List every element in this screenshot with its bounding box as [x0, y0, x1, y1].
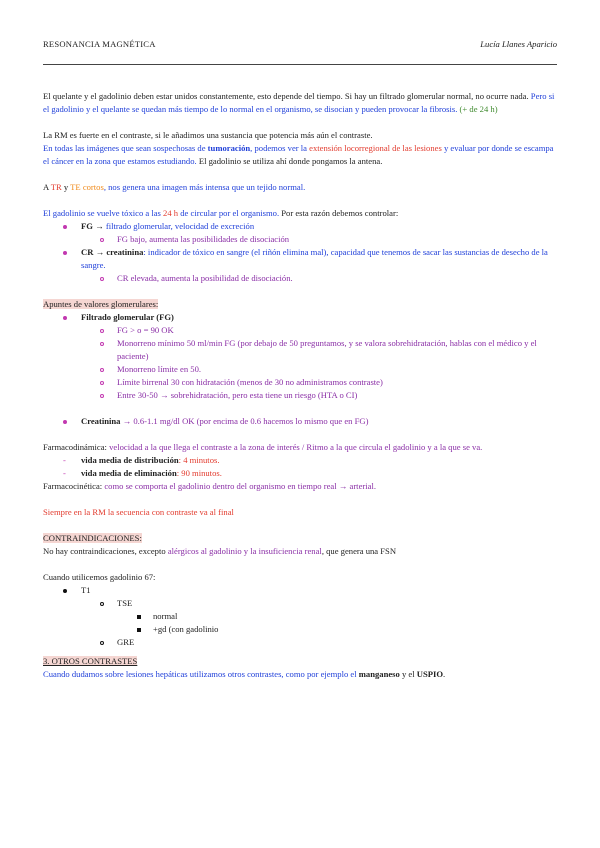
header-divider — [43, 64, 557, 65]
bullet-icon — [63, 225, 67, 229]
paragraph-toxicidad: El gadolinio se vuelve tóxico a las 24 h de circular por el organismo. Por esta razón debemos controlar: — [43, 208, 399, 218]
circle-bullet-icon — [100, 394, 104, 398]
bullet-icon — [63, 316, 67, 320]
list-item-t1: T1 — [43, 584, 558, 597]
list-subitem-fg-bajo: FG bajo, aumenta las posibilidades de disociación — [43, 233, 558, 246]
paragraph-tr-te: A TR y TE cortos, nos genera una imagen más intensa que un tejido normal. — [43, 182, 306, 192]
list-item-cr: CR → creatinina: indicador de tóxico en sangre (el riñón elimina mal), capacidad que tenemos de sacar las sustancias de desecho de la sangre. — [43, 246, 558, 272]
list-subsubitem-normal: normal — [43, 610, 558, 623]
dash-bullet-icon: - — [63, 455, 66, 465]
section-contraindicaciones-title: CONTRAINDICACIONES: — [43, 533, 142, 543]
paragraph-farmacodinamica: Farmacodinámica: velocidad a la que llega el contraste a la zona de interés / Ritmo a la que circula el gadolinio y a la que se va. — [43, 442, 483, 452]
list-subitem: FG > o = 90 OK — [43, 324, 558, 337]
list-subsubitem-gd: +gd (con gadolinio — [43, 623, 558, 636]
list-subitem: Monorreno límite en 50. — [43, 363, 558, 376]
list-subitem-gre: GRE — [43, 636, 558, 649]
section-otros-contrastes-title: 3. OTROS CONTRASTES — [43, 656, 138, 666]
list-subitem-cr-elevada: CR elevada, aumenta la posibilidad de disociación. — [43, 272, 558, 285]
paragraph-siempre: Siempre en la RM la secuencia con contraste va al final — [43, 507, 234, 517]
list-item-creatinina: Creatinina → 0.6-1.1 mg/dl OK (por encima de 0.6 hacemos lo mismo que en FG) — [43, 415, 558, 428]
list-subitem: Monorreno mínimo 50 ml/min FG (por debajo de 50 preguntamos, y se valora sobrehidratación, hablas con el médico y el paciente) — [43, 337, 558, 363]
paragraph-tumoracion: En todas las imágenes que sean sospechosas de tumoración, podemos ver la extensión locorregional de las lesiones y evaluar por donde se escampa el cáncer en la zona que estamos estudiando. El gadolinio se utiliza ahí donde pongamos la antena. — [43, 143, 554, 166]
paragraph-cuando-gadolinio: Cuando utilicemos gadolinio 67: — [43, 572, 156, 582]
list-item-eliminacion: - vida media de eliminación: 90 minutos. — [63, 468, 222, 478]
circle-bullet-icon — [100, 602, 104, 606]
circle-bullet-icon — [100, 277, 104, 281]
circle-bullet-icon — [100, 238, 104, 242]
bullet-icon — [63, 420, 67, 424]
paragraph-gadolinio-quelante: El quelante y el gadolinio deben estar unidos constantemente, esto depende del tiempo. Si hay un filtrado glomerular normal, no ocurre nada. Pero si el gadolinio y el quelante se quedan más tiempo de lo normal en el organismo, se disocian y pueden provocar la fibrosis. (+ de 24 h) — [43, 91, 555, 114]
paragraph-otros-contrastes: Cuando dudamos sobre lesiones hepáticas utilizamos otros contrastes, como por ejemplo el manganeso y el USPIO. — [43, 669, 446, 679]
paragraph-farmacocinetica: Farmacocinética: como se comporta el gadolinio dentro del organismo en tiempo real → arterial. — [43, 481, 376, 491]
list-subitem: Entre 30-50 → sobrehidratación, pero esta tiene un riesgo (HTA o CI) — [43, 389, 558, 402]
page-header — [43, 38, 557, 52]
circle-bullet-icon — [100, 342, 104, 346]
list-item-filtrado-glomerular: Filtrado glomerular (FG) — [43, 311, 558, 324]
dash-bullet-icon: - — [63, 468, 66, 478]
paragraph-rm-contraste: La RM es fuerte en el contraste, si le añadimos una sustancia que potencia más aún el contraste. — [43, 130, 373, 140]
square-bullet-icon — [137, 615, 141, 619]
paragraph-contraindicaciones: No hay contraindicaciones, excepto alérgicos al gadolinio y la insuficiencia renal, que genera una FSN — [43, 546, 397, 556]
circle-bullet-icon — [100, 368, 104, 372]
document-body — [43, 90, 558, 681]
document-title: RESONANCIA MAGNÉTICA — [43, 39, 156, 49]
list-item-fg: FG → filtrado glomerular, velocidad de excreción — [43, 220, 558, 233]
section-apuntes-title: Apuntes de valores glomerulares: — [43, 299, 159, 309]
circle-bullet-icon — [100, 641, 104, 645]
square-bullet-icon — [137, 628, 141, 632]
bullet-icon — [63, 589, 67, 593]
circle-bullet-icon — [100, 329, 104, 333]
list-subitem: Límite birrenal 30 con hidratación (menos de 30 no administramos contraste) — [43, 376, 558, 389]
bullet-icon — [63, 251, 67, 255]
list-item-distribucion: - vida media de distribución: 4 minutos. — [63, 455, 220, 465]
author-name: Lucía Llanes Aparicio — [480, 39, 557, 49]
circle-bullet-icon — [100, 381, 104, 385]
list-subitem-tse: TSE — [43, 597, 558, 610]
